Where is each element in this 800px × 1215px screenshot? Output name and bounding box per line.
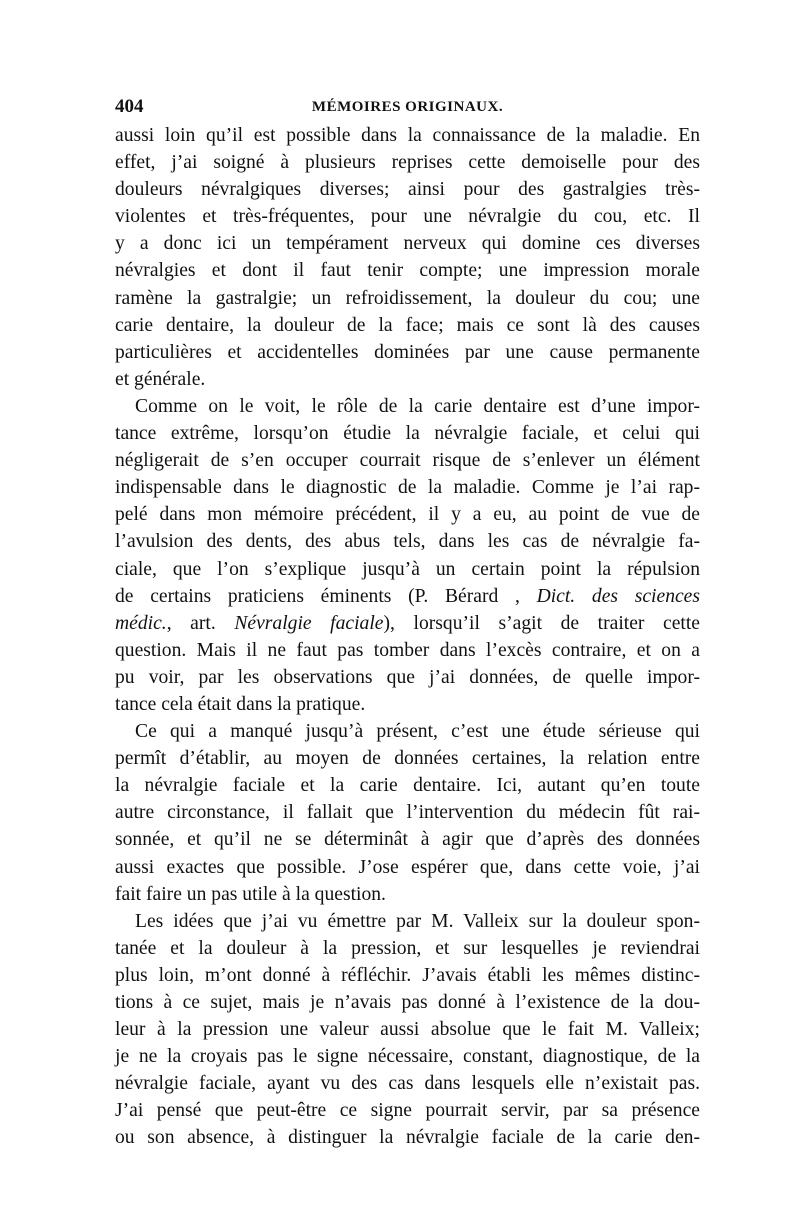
text-line: Ce qui a manqué jusqu’à présent, c’est une étude sérieuse qui bbox=[135, 721, 700, 743]
text-line: négligerait de s’en occuper courrait risque de s’enlever un élément bbox=[115, 450, 700, 472]
text-line: et générale. bbox=[115, 368, 206, 390]
paragraph-3 bbox=[115, 718, 700, 908]
text-line: aussi exactes que possible. J’ose espérer que, dans cette voie, j’ai bbox=[115, 856, 700, 878]
text-line: leur à la pression une valeur aussi absolue que le fait M. Valleix; bbox=[115, 1019, 700, 1041]
text-line: l’avulsion des dents, des abus tels, dans les cas de névralgie fa- bbox=[115, 531, 700, 553]
text-line: fait faire un pas utile à la question. bbox=[115, 883, 386, 905]
text-line: pu voir, par les observations que j’ai données, de quelle impor- bbox=[115, 666, 700, 688]
text-line: carie dentaire, la douleur de la face; mais ce sont là des causes bbox=[115, 314, 700, 336]
text-line: tanée et la douleur à la pression, et sur lesquelles je reviendrai bbox=[115, 937, 700, 959]
text-line: pelé dans mon mémoire précédent, il y a eu, au point de vue de bbox=[115, 504, 700, 526]
text-line: Les idées que j’ai vu émettre par M. Valleix sur la douleur spon- bbox=[135, 910, 700, 932]
text-line: J’ai pensé que peut-être ce signe pourrait servir, par sa présence bbox=[115, 1100, 700, 1122]
text-line: indispensable dans le diagnostic de la maladie. Comme je l’ai rap- bbox=[115, 477, 700, 499]
text-line: sonnée, et qu’il ne se déterminât à agir que d’après des données bbox=[115, 829, 700, 851]
text-line: aussi loin qu’il est possible dans la connaissance de la maladie. En bbox=[115, 125, 700, 146]
page-header bbox=[115, 92, 700, 122]
text-line: permît d’établir, au moyen de données certaines, la relation entre bbox=[115, 748, 700, 770]
paragraph-1 bbox=[115, 122, 700, 393]
citation-text: , art. bbox=[166, 612, 235, 634]
page-number: 404 bbox=[115, 96, 144, 117]
text-line: ramène la gastralgie; un refroidissement, la douleur du cou; une bbox=[115, 287, 700, 309]
book-page bbox=[115, 92, 700, 1152]
paragraph-2 bbox=[115, 393, 700, 718]
text-line: Comme on le voit, le rôle de la carie dentaire est d’une impor- bbox=[135, 395, 700, 417]
paragraph-4 bbox=[115, 908, 700, 1152]
citation-text: de certains praticiens éminents (P. Bérard , bbox=[115, 585, 537, 607]
citation-article-italic: Névralgie faciale bbox=[234, 612, 384, 634]
text-line: névralgie faciale, ayant vu des cas dans lesquels elle n’existait pas. bbox=[115, 1073, 700, 1095]
citation-title-italic: médic. bbox=[115, 612, 167, 634]
text-line: plus loin, m’ont donné à réfléchir. J’avais établi les mêmes distinc- bbox=[115, 964, 700, 986]
citation-text: ), lorsqu’il s’agit de traiter cette bbox=[383, 612, 701, 634]
text-line: effet, j’ai soigné à plusieurs reprises cette demoiselle pour des bbox=[115, 152, 700, 174]
text-line: ciale, que l’on s’explique jusqu’à un certain point la répulsion bbox=[115, 558, 700, 580]
text-line: tance extrême, lorsqu’on étudie la névralgie faciale, et celui qui bbox=[115, 423, 700, 445]
text-line: douleurs névralgiques diverses; ainsi pour des gastralgies très- bbox=[115, 179, 700, 201]
running-title: MÉMOIRES ORIGINAUX. bbox=[311, 99, 504, 115]
text-line: névralgies et dont il faut tenir compte; une impression morale bbox=[115, 260, 700, 282]
text-line: la névralgie faciale et la carie dentaire. Ici, autant qu’en toute bbox=[115, 775, 700, 797]
text-line: tions à ce sujet, mais je n’avais pas donné à l’existence de la dou- bbox=[115, 992, 700, 1013]
citation-line bbox=[115, 610, 700, 637]
citation-line bbox=[115, 583, 700, 610]
text-line: question. Mais il ne faut pas tomber dans l’excès contraire, et on a bbox=[115, 639, 700, 661]
text-line: ou son absence, à distinguer la névralgie faciale de la carie den- bbox=[115, 1127, 700, 1149]
text-line: tance cela était dans la pratique. bbox=[115, 693, 366, 715]
text-line: je ne la croyais pas le signe nécessaire, constant, diagnostique, de la bbox=[115, 1046, 700, 1068]
text-line: y a donc ici un tempérament nerveux qui domine ces diverses bbox=[115, 233, 700, 255]
text-line: autre circonstance, il fallait que l’intervention du médecin fût rai- bbox=[115, 802, 700, 824]
text-line: particulières et accidentelles dominées par une cause permanente bbox=[115, 341, 700, 363]
citation-title-italic: Dict. des sciences bbox=[536, 585, 701, 607]
text-line: violentes et très-fréquentes, pour une névralgie du cou, etc. Il bbox=[115, 206, 700, 228]
